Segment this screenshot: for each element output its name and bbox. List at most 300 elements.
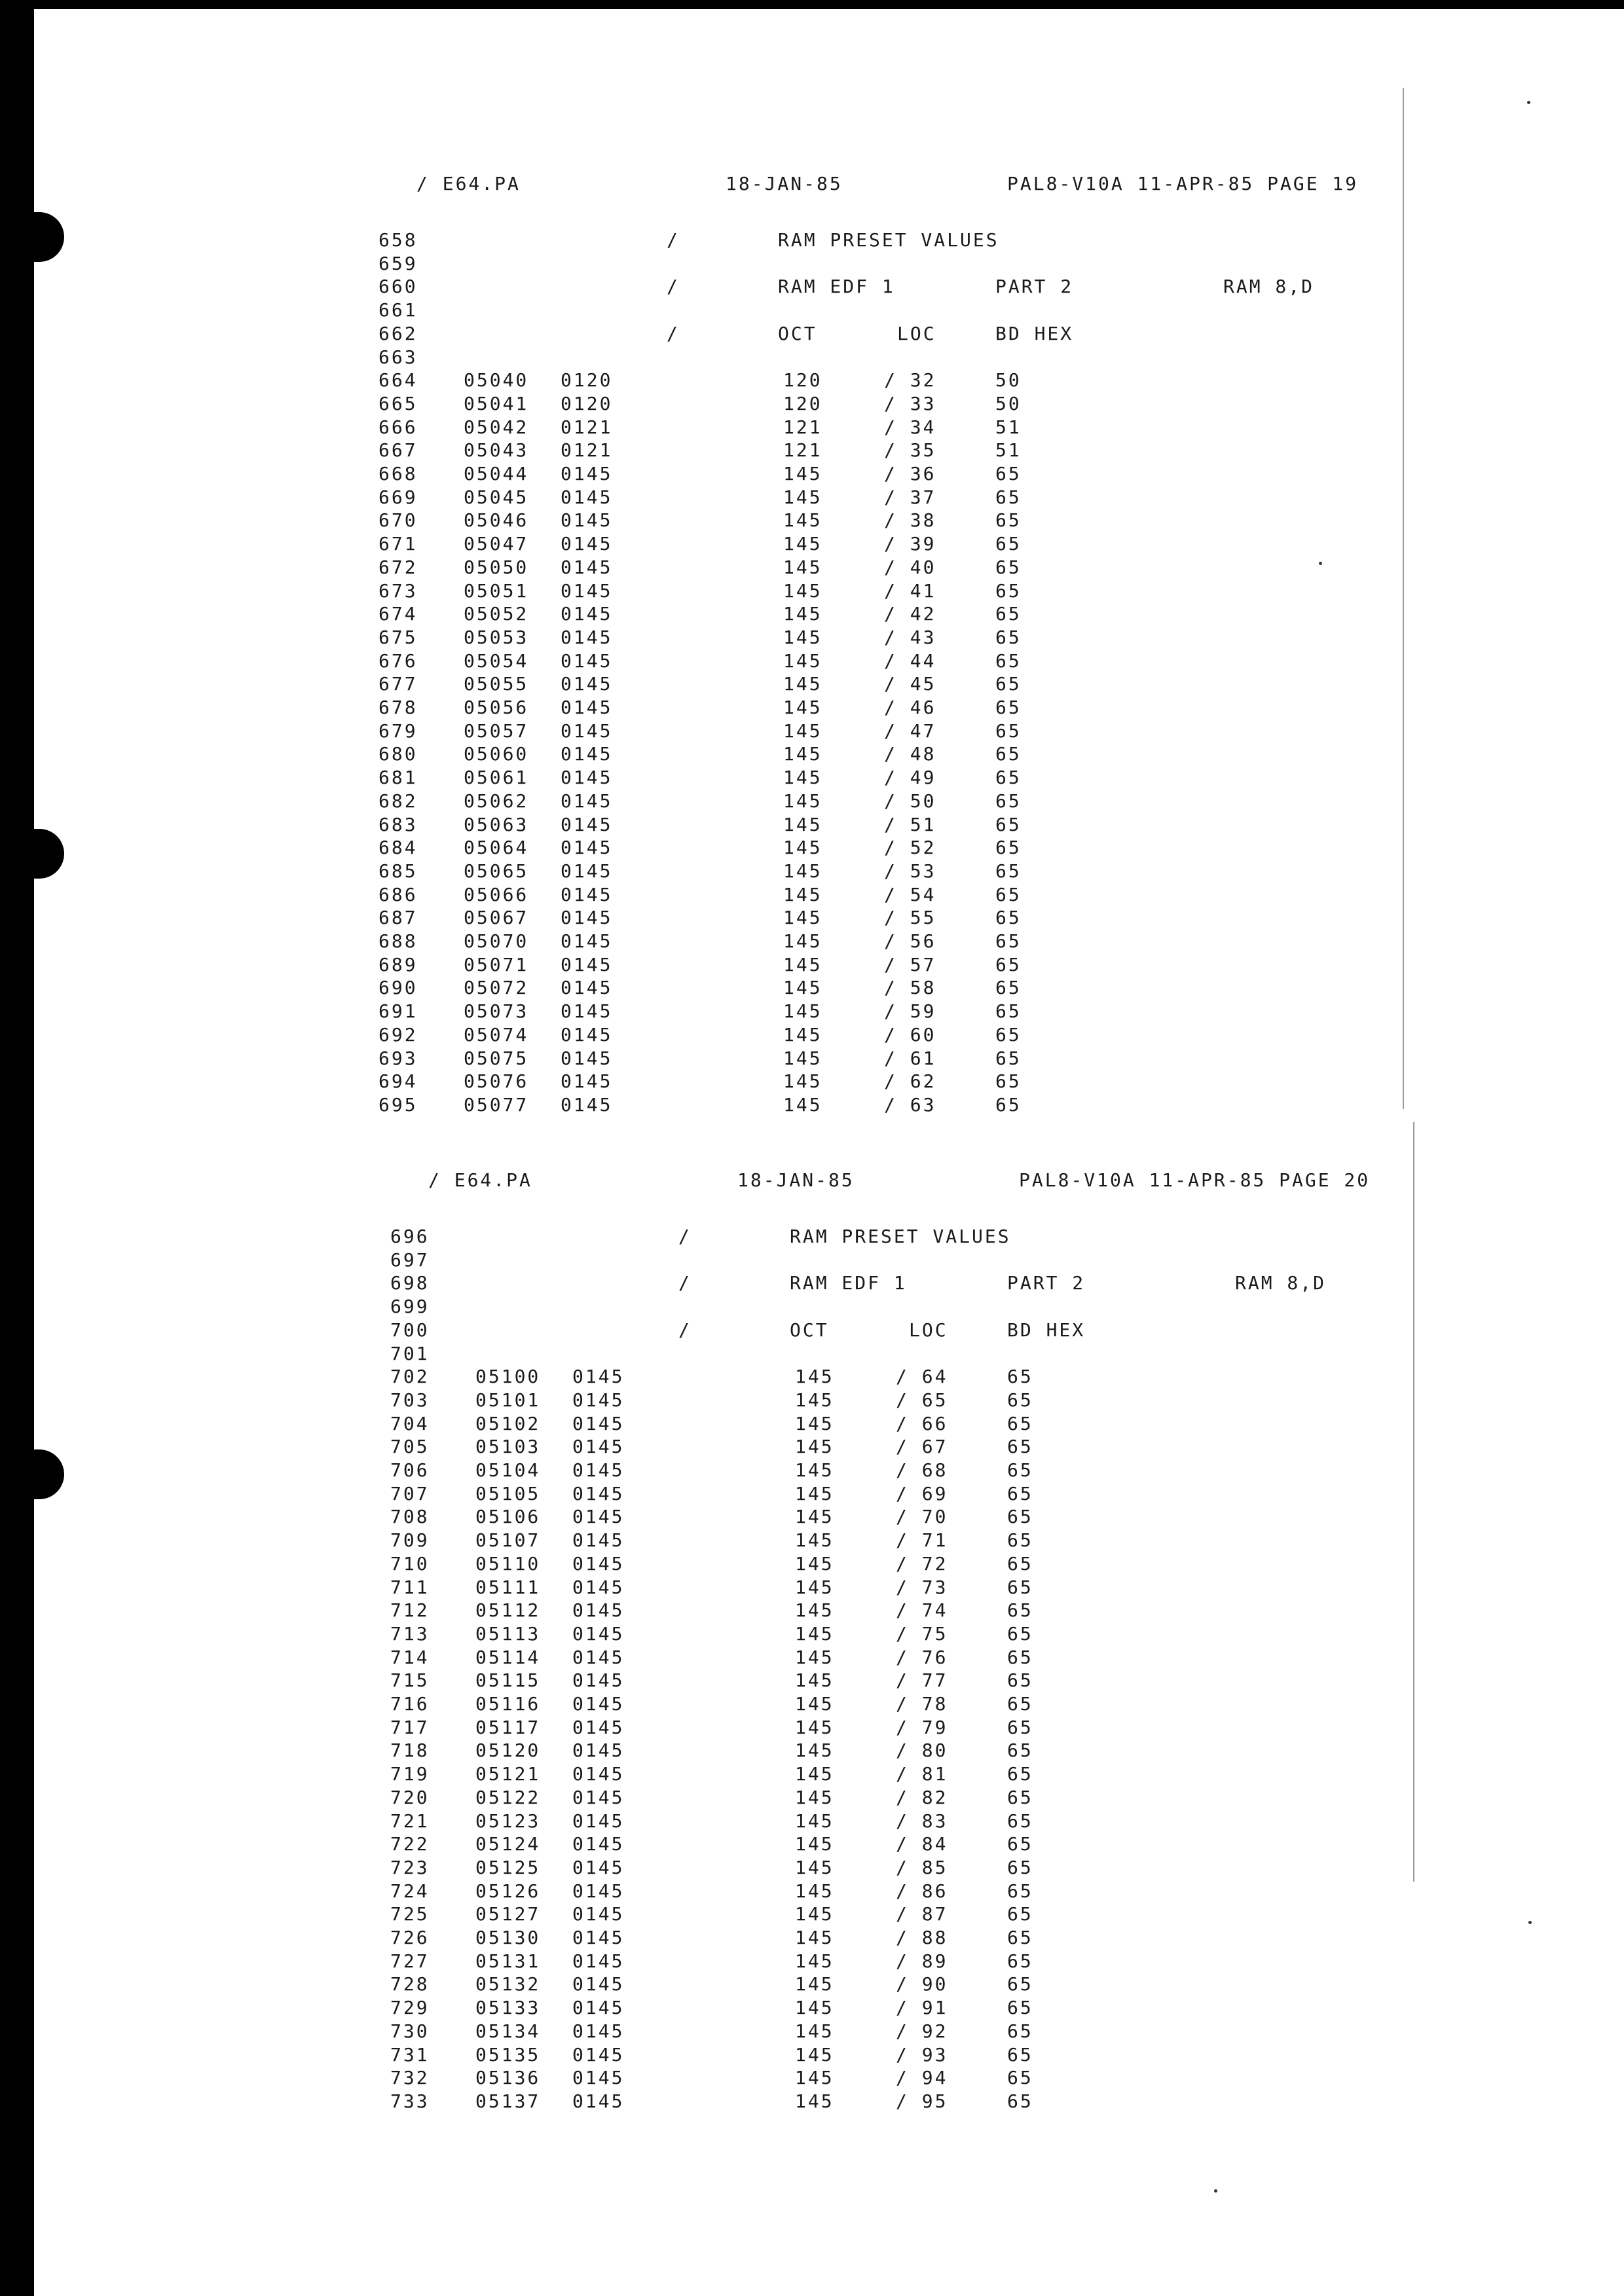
octal-word: 0145	[561, 860, 613, 882]
location-comment: / 32	[884, 369, 936, 392]
line-number: 684	[378, 837, 418, 859]
location-comment: / 53	[884, 860, 936, 882]
octal-address: 05065	[464, 860, 529, 882]
octal-address: 05115	[475, 1669, 541, 1692]
octal-address: 05052	[464, 603, 529, 625]
location-comment: / 33	[884, 392, 936, 414]
location-comment: / 80	[896, 1740, 948, 1762]
line-number: 692	[378, 1023, 418, 1046]
line-number: 675	[378, 626, 418, 648]
octal-word: 0145	[572, 1997, 625, 2019]
paper-speck	[1527, 101, 1530, 104]
octal-value: 145	[795, 1482, 834, 1504]
location-comment: / 42	[884, 603, 936, 625]
octal-address: 05054	[464, 649, 529, 672]
location-comment: / 77	[896, 1669, 948, 1692]
octal-word: 0145	[572, 1646, 625, 1668]
octal-address: 05067	[464, 907, 529, 929]
octal-word: 0145	[561, 1000, 613, 1023]
octal-address: 05077	[464, 1093, 529, 1116]
octal-address: 05111	[475, 1576, 541, 1598]
octal-address: 05131	[475, 1950, 541, 1972]
location-comment: / 56	[884, 930, 936, 952]
octal-address: 05070	[464, 930, 529, 952]
location-comment: / 87	[896, 1903, 948, 1925]
line-number: 660	[378, 276, 418, 298]
octal-value: 145	[795, 2067, 834, 2089]
line-number: 658	[378, 229, 418, 251]
octal-value: 145	[795, 2090, 834, 2112]
location-comment: / 71	[896, 1529, 948, 1552]
location-comment: / 66	[896, 1412, 948, 1434]
line-number: 714	[390, 1646, 430, 1668]
octal-address: 05043	[464, 439, 529, 462]
hex-value: 65	[1007, 1482, 1033, 1504]
octal-word: 0145	[572, 2020, 625, 2042]
location-comment: / 62	[884, 1070, 936, 1093]
line-number: 729	[390, 1997, 430, 2019]
octal-address: 05100	[475, 1366, 541, 1388]
octal-address: 05133	[475, 1997, 541, 2019]
line-number: 674	[378, 603, 418, 625]
octal-value: 145	[783, 533, 822, 555]
hex-value: 65	[1007, 2043, 1033, 2066]
octal-address: 05106	[475, 1506, 541, 1528]
line-number: 723	[390, 1856, 430, 1878]
octal-value: 145	[783, 626, 822, 648]
octal-value: 145	[783, 556, 822, 578]
line-number: 698	[390, 1272, 430, 1294]
octal-address: 05053	[464, 626, 529, 648]
hex-value: 65	[995, 673, 1022, 695]
octal-word: 0145	[572, 1389, 625, 1411]
octal-address: 05127	[475, 1903, 541, 1925]
line-number: 691	[378, 1000, 418, 1023]
hex-value: 65	[995, 626, 1022, 648]
octal-address: 05102	[475, 1412, 541, 1434]
location-comment: / 68	[896, 1459, 948, 1481]
header-filename: / E64.PA	[416, 173, 521, 194]
octal-address: 05123	[475, 1810, 541, 1832]
location-comment: / 88	[896, 1927, 948, 1948]
octal-address: 05056	[464, 697, 529, 718]
hex-value: 65	[1007, 1786, 1033, 1808]
octal-address: 05130	[475, 1927, 541, 1948]
location-comment: / 36	[884, 463, 936, 484]
location-comment: / 44	[884, 649, 936, 672]
location-comment: / 34	[884, 416, 936, 438]
column-heading-hex: BD HEX	[995, 322, 1074, 344]
octal-address: 05061	[464, 767, 529, 789]
octal-address: 05066	[464, 883, 529, 905]
octal-value: 145	[783, 720, 822, 742]
comment-ram: RAM 8,D	[1235, 1272, 1327, 1294]
octal-address: 05132	[475, 1973, 541, 1995]
octal-word: 0145	[561, 673, 613, 695]
location-comment: / 72	[896, 1552, 948, 1575]
comment-slash: /	[678, 1226, 692, 1247]
octal-word: 0145	[561, 767, 613, 789]
line-number: 713	[390, 1622, 430, 1645]
comment-text: RAM PRESET VALUES	[778, 229, 999, 251]
hex-value: 65	[995, 790, 1022, 812]
octal-word: 0145	[561, 1047, 613, 1069]
line-number: 721	[390, 1810, 430, 1832]
octal-value: 145	[795, 1786, 834, 1808]
octal-value: 145	[795, 1576, 834, 1598]
hex-value: 50	[995, 392, 1022, 414]
octal-value: 145	[783, 813, 822, 835]
location-comment: / 52	[884, 837, 936, 859]
octal-value: 145	[795, 1366, 834, 1388]
location-comment: / 43	[884, 626, 936, 648]
octal-value: 145	[783, 1023, 822, 1046]
octal-word: 0145	[572, 1786, 625, 1808]
hex-value: 65	[995, 720, 1022, 742]
line-number: 733	[390, 2090, 430, 2112]
octal-address: 05063	[464, 813, 529, 835]
octal-word: 0145	[572, 1693, 625, 1715]
octal-address: 05117	[475, 1716, 541, 1738]
octal-value: 145	[795, 2043, 834, 2066]
header-assembler-page: PAL8-V10A 11-APR-85 PAGE 19	[1007, 173, 1359, 194]
line-number: 728	[390, 1973, 430, 1995]
location-comment: / 89	[896, 1950, 948, 1972]
hex-value: 65	[995, 767, 1022, 789]
hex-value: 65	[995, 1093, 1022, 1116]
octal-word: 0145	[561, 813, 613, 835]
line-number: 670	[378, 509, 418, 532]
line-number: 664	[378, 369, 418, 392]
line-number: 686	[378, 883, 418, 905]
octal-value: 145	[783, 1093, 822, 1116]
octal-value: 145	[795, 1529, 834, 1552]
location-comment: / 46	[884, 697, 936, 718]
octal-value: 145	[783, 930, 822, 952]
line-number: 688	[378, 930, 418, 952]
comment-slash: /	[678, 1272, 692, 1294]
hex-value: 65	[995, 1000, 1022, 1023]
octal-address: 05134	[475, 2020, 541, 2042]
octal-value: 145	[783, 743, 822, 765]
location-comment: / 41	[884, 579, 936, 602]
location-comment: / 49	[884, 767, 936, 789]
hex-value: 65	[995, 486, 1022, 508]
line-number: 697	[390, 1248, 430, 1271]
octal-address: 05114	[475, 1646, 541, 1668]
line-number: 683	[378, 813, 418, 835]
line-number: 661	[378, 299, 418, 321]
octal-word: 0145	[561, 883, 613, 905]
octal-address: 05060	[464, 743, 529, 765]
octal-value: 145	[795, 1833, 834, 1855]
octal-word: 0145	[561, 907, 613, 929]
location-comment: / 65	[896, 1389, 948, 1411]
octal-address: 05072	[464, 977, 529, 999]
punch-hole	[34, 212, 64, 262]
fold-line	[1413, 1122, 1414, 1882]
line-number: 693	[378, 1047, 418, 1069]
octal-value: 145	[783, 837, 822, 859]
octal-word: 0145	[572, 1529, 625, 1552]
octal-value: 145	[795, 1856, 834, 1878]
location-comment: / 64	[896, 1366, 948, 1388]
location-comment: / 83	[896, 1810, 948, 1832]
line-number: 725	[390, 1903, 430, 1925]
octal-word: 0145	[561, 743, 613, 765]
hex-value: 65	[995, 649, 1022, 672]
location-comment: / 55	[884, 907, 936, 929]
octal-word: 0145	[561, 509, 613, 532]
comment-part: PART 2	[995, 276, 1074, 298]
line-number: 719	[390, 1763, 430, 1785]
octal-word: 0145	[561, 720, 613, 742]
octal-value: 145	[783, 463, 822, 484]
location-comment: / 85	[896, 1856, 948, 1878]
header-filename: / E64.PA	[428, 1169, 532, 1191]
octal-value: 145	[783, 509, 822, 532]
octal-word: 0145	[572, 1366, 625, 1388]
octal-word: 0145	[561, 1093, 613, 1116]
octal-word: 0145	[572, 1412, 625, 1434]
location-comment: / 82	[896, 1786, 948, 1808]
octal-address: 05105	[475, 1482, 541, 1504]
octal-address: 05110	[475, 1552, 541, 1575]
octal-word: 0145	[572, 1950, 625, 1972]
location-comment: / 91	[896, 1997, 948, 2019]
octal-value: 145	[783, 1000, 822, 1023]
location-comment: / 45	[884, 673, 936, 695]
octal-value: 145	[795, 1412, 834, 1434]
hex-value: 65	[1007, 1366, 1033, 1388]
line-number: 662	[378, 322, 418, 344]
location-comment: / 61	[884, 1047, 936, 1069]
octal-value: 145	[795, 1880, 834, 1902]
comment-part: PART 2	[1007, 1272, 1086, 1294]
line-number: 707	[390, 1482, 430, 1504]
octal-value: 145	[783, 860, 822, 882]
octal-address: 05050	[464, 556, 529, 578]
octal-address: 05057	[464, 720, 529, 742]
line-number: 700	[390, 1319, 430, 1341]
octal-value: 145	[795, 1903, 834, 1925]
comment-text: RAM PRESET VALUES	[790, 1226, 1011, 1247]
octal-value: 145	[783, 767, 822, 789]
line-number: 685	[378, 860, 418, 882]
octal-value: 145	[795, 1973, 834, 1995]
hex-value: 65	[995, 743, 1022, 765]
octal-address: 05042	[464, 416, 529, 438]
location-comment: / 78	[896, 1693, 948, 1715]
octal-value: 145	[795, 1552, 834, 1575]
location-comment: / 76	[896, 1646, 948, 1668]
hex-value: 50	[995, 369, 1022, 392]
line-number: 722	[390, 1833, 430, 1855]
octal-address: 05046	[464, 509, 529, 532]
octal-word: 0145	[572, 1622, 625, 1645]
line-number: 671	[378, 533, 418, 555]
octal-address: 05055	[464, 673, 529, 695]
octal-word: 0145	[561, 953, 613, 975]
hex-value: 65	[1007, 2020, 1033, 2042]
octal-value: 145	[783, 883, 822, 905]
hex-value: 65	[1007, 1529, 1033, 1552]
location-comment: / 92	[896, 2020, 948, 2042]
octal-word: 0145	[572, 1482, 625, 1504]
octal-value: 145	[795, 1646, 834, 1668]
line-number: 708	[390, 1506, 430, 1528]
octal-address: 05107	[475, 1529, 541, 1552]
hex-value: 65	[995, 907, 1022, 929]
octal-address: 05074	[464, 1023, 529, 1046]
hex-value: 65	[1007, 2067, 1033, 2089]
octal-word: 0145	[572, 1506, 625, 1528]
octal-address: 05041	[464, 392, 529, 414]
hex-value: 65	[995, 1070, 1022, 1093]
hex-value: 65	[995, 509, 1022, 532]
octal-word: 0145	[572, 1763, 625, 1785]
octal-word: 0145	[572, 1576, 625, 1598]
location-comment: / 81	[896, 1763, 948, 1785]
octal-word: 0145	[572, 1833, 625, 1855]
location-comment: / 95	[896, 2090, 948, 2112]
octal-value: 145	[795, 1693, 834, 1715]
hex-value: 65	[995, 837, 1022, 859]
line-number: 669	[378, 486, 418, 508]
location-comment: / 94	[896, 2067, 948, 2089]
octal-word: 0145	[561, 486, 613, 508]
octal-value: 145	[783, 977, 822, 999]
octal-word: 0145	[561, 556, 613, 578]
hex-value: 65	[995, 603, 1022, 625]
hex-value: 65	[995, 533, 1022, 555]
line-number: 716	[390, 1693, 430, 1715]
octal-address: 05112	[475, 1599, 541, 1622]
hex-value: 65	[995, 1023, 1022, 1046]
octal-value: 145	[783, 907, 822, 929]
comment-ram: RAM 8,D	[1223, 276, 1315, 298]
line-number: 711	[390, 1576, 430, 1598]
hex-value: 51	[995, 439, 1022, 462]
octal-word: 0145	[572, 1459, 625, 1481]
octal-word: 0145	[572, 1552, 625, 1575]
line-number: 718	[390, 1740, 430, 1762]
hex-value: 65	[1007, 1552, 1033, 1575]
line-number: 680	[378, 743, 418, 765]
line-number: 665	[378, 392, 418, 414]
hex-value: 65	[995, 860, 1022, 882]
hex-value: 65	[1007, 1997, 1033, 2019]
octal-value: 145	[795, 1436, 834, 1458]
line-number: 731	[390, 2043, 430, 2066]
octal-word: 0145	[572, 1927, 625, 1948]
hex-value: 65	[1007, 1412, 1033, 1434]
octal-value: 145	[783, 673, 822, 695]
octal-value: 145	[783, 697, 822, 718]
octal-word: 0145	[561, 837, 613, 859]
line-number: 709	[390, 1529, 430, 1552]
line-number: 694	[378, 1070, 418, 1093]
location-comment: / 84	[896, 1833, 948, 1855]
octal-value: 145	[783, 649, 822, 672]
octal-word: 0145	[572, 1810, 625, 1832]
location-comment: / 90	[896, 1973, 948, 1995]
location-comment: / 75	[896, 1622, 948, 1645]
octal-value: 145	[795, 1997, 834, 2019]
line-number: 676	[378, 649, 418, 672]
comment-slash: /	[667, 276, 680, 298]
octal-word: 0145	[572, 1716, 625, 1738]
location-comment: / 93	[896, 2043, 948, 2066]
octal-address: 05047	[464, 533, 529, 555]
octal-address: 05113	[475, 1622, 541, 1645]
hex-value: 65	[995, 813, 1022, 835]
hex-value: 65	[995, 883, 1022, 905]
location-comment: / 73	[896, 1576, 948, 1598]
octal-address: 05125	[475, 1856, 541, 1878]
hex-value: 65	[995, 1047, 1022, 1069]
location-comment: / 39	[884, 533, 936, 555]
octal-value: 121	[783, 439, 822, 462]
octal-value: 145	[783, 953, 822, 975]
line-number: 682	[378, 790, 418, 812]
octal-value: 145	[783, 1070, 822, 1093]
octal-word: 0120	[561, 369, 613, 392]
hex-value: 65	[1007, 1669, 1033, 1692]
octal-address: 05121	[475, 1763, 541, 1785]
line-number: 677	[378, 673, 418, 695]
hex-value: 65	[1007, 2090, 1033, 2112]
octal-address: 05136	[475, 2067, 541, 2089]
line-number: 710	[390, 1552, 430, 1575]
paper-speck	[1528, 1921, 1532, 1924]
location-comment: / 35	[884, 439, 936, 462]
octal-address: 05122	[475, 1786, 541, 1808]
octal-word: 0145	[561, 1023, 613, 1046]
octal-word: 0121	[561, 416, 613, 438]
octal-word: 0145	[561, 626, 613, 648]
hex-value: 65	[1007, 1950, 1033, 1972]
hex-value: 65	[1007, 1576, 1033, 1598]
line-number: 667	[378, 439, 418, 462]
paper-speck	[1214, 2189, 1217, 2193]
line-number: 695	[378, 1093, 418, 1116]
comment-text: OCT	[778, 322, 817, 344]
hex-value: 65	[1007, 1903, 1033, 1925]
octal-value: 145	[795, 1389, 834, 1411]
line-number: 690	[378, 977, 418, 999]
line-number: 663	[378, 346, 418, 368]
hex-value: 65	[995, 977, 1022, 999]
hex-value: 65	[1007, 1716, 1033, 1738]
octal-word: 0145	[561, 697, 613, 718]
printout-sheet	[34, 9, 1624, 2296]
octal-value: 145	[783, 603, 822, 625]
octal-address: 05116	[475, 1693, 541, 1715]
line-number: 727	[390, 1950, 430, 1972]
location-comment: / 86	[896, 1880, 948, 1902]
location-comment: / 60	[884, 1023, 936, 1046]
octal-word: 0145	[561, 579, 613, 602]
octal-value: 145	[795, 1763, 834, 1785]
octal-word: 0145	[561, 1070, 613, 1093]
punch-hole	[34, 1449, 64, 1499]
octal-value: 145	[795, 1950, 834, 1972]
hex-value: 65	[1007, 1833, 1033, 1855]
comment-slash: /	[678, 1319, 692, 1341]
hex-value: 65	[1007, 1810, 1033, 1832]
octal-address: 05103	[475, 1436, 541, 1458]
